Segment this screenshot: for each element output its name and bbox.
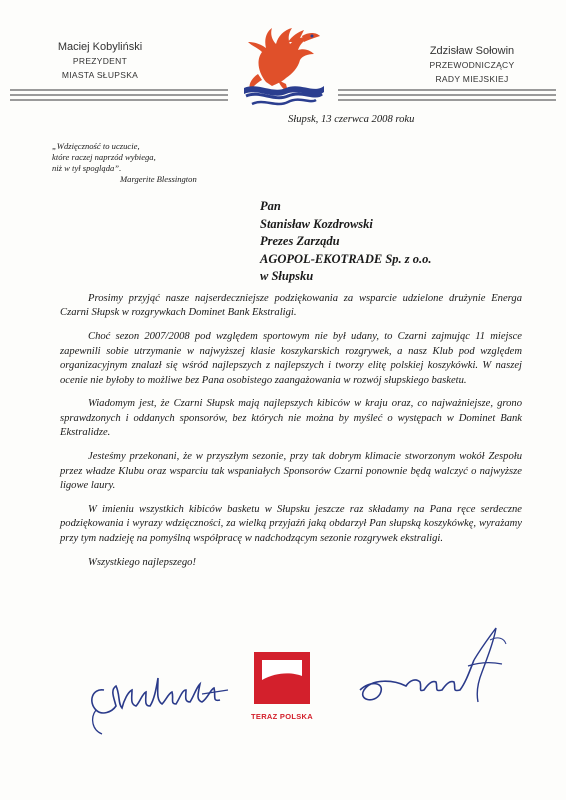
mayor-title-line2: MIASTA SŁUPSKA bbox=[61, 70, 139, 80]
quote-line: niż w tył spogląda”. bbox=[52, 163, 122, 173]
body-paragraph: Choć sezon 2007/2008 pod względem sportowym nie był udany, to Czarni zajmując 11 miejsce zapewnili sobie utrzymanie w najwyższej klasie koszykarskich rozgrywek, a nasz Klub pod względem organizacyjnym znalazł się wśród najlepszych z najlepszych i tworzy elitę polskiej koszykówki. W naszej ocenie nie byłoby to możliwe bez Pana osobistego zaangażowania w rozwój słupskiego basketu. bbox=[60, 331, 522, 386]
header-right-block bbox=[392, 44, 552, 86]
body-paragraph: Prosimy przyjąć nasze najserdeczniejsze podziękowania za wsparcie udzielone drużynie Energa Czarni Słupsk w rozgrywkach Dominet Bank Ekstraligi. bbox=[60, 293, 522, 319]
addressee-company: AGOPOL-EKOTRADE Sp. z o.o. bbox=[260, 251, 432, 266]
council-chair-title-line1: PRZEWODNICZĄCY bbox=[429, 60, 515, 70]
teraz-polska-logo-text: TERAZ POLSKA bbox=[251, 712, 313, 721]
addressee-name: Stanisław Kozdrowski bbox=[260, 216, 373, 231]
council-chair-title-line2: RADY MIEJSKIEJ bbox=[435, 74, 509, 84]
council-chair-name: Zdzisław Sołowin bbox=[429, 45, 515, 57]
mayor-name: Maciej Kobyliński bbox=[57, 41, 143, 53]
addressee-position: Prezes Zarządu bbox=[260, 234, 340, 248]
quote-line: które raczej naprzód wybiega, bbox=[52, 152, 156, 162]
signature-right bbox=[350, 620, 520, 720]
griffin-coat-of-arms-icon bbox=[228, 12, 338, 112]
body-paragraph: W imieniu wszystkich kibiców basketu w Słupsku jeszcze raz składamy na Pana ręce serdeczne podziękowania i wyrazy wdzięczności, za wielką przyjaźń jaką obdarzył Pan słupską koszykówkę, wyrażamy przy tym nadzieję na pomyślną współpracę w nadchodzącym sezonie rozgrywek ekstraligi. bbox=[60, 503, 522, 544]
mayor-title-line1: PREZYDENT bbox=[72, 56, 128, 66]
quote-line: „Wdzięczność to uczucie, bbox=[52, 141, 140, 151]
epigraph-quote bbox=[52, 141, 272, 185]
header-left-block bbox=[20, 40, 180, 82]
signature-left bbox=[82, 660, 242, 740]
addressee-salutation: Pan bbox=[260, 199, 281, 213]
letter-date: Słupsk, 13 czerwca 2008 roku bbox=[288, 114, 415, 125]
addressee-city: w Słupsku bbox=[260, 269, 314, 283]
body-paragraph: Wiadomym jest, że Czarni Słupsk mają najlepszych kibiców w kraju oraz, co najważniejsze, grono sprawdzonych i oddanych sponsorów, bez których nie można by myśleć o występach w Dominet Bank Ekstralidze. bbox=[60, 398, 522, 439]
body-paragraph: Wszystkiego najlepszego! bbox=[88, 556, 196, 568]
letter-body bbox=[60, 292, 522, 580]
quote-author: Margerite Blessington bbox=[120, 174, 197, 184]
addressee-block bbox=[260, 198, 560, 286]
body-paragraph: Jesteśmy przekonani, że w przyszłym sezonie, przy tak dobrym klimacie stworzonym wokół Zespołu przez władze Klubu oraz wsparciu tak wspaniałych Sponsorów Czarni ponownie będą walczyć o najwyższe ligowe laury. bbox=[60, 451, 522, 491]
teraz-polska-logo bbox=[250, 650, 314, 720]
